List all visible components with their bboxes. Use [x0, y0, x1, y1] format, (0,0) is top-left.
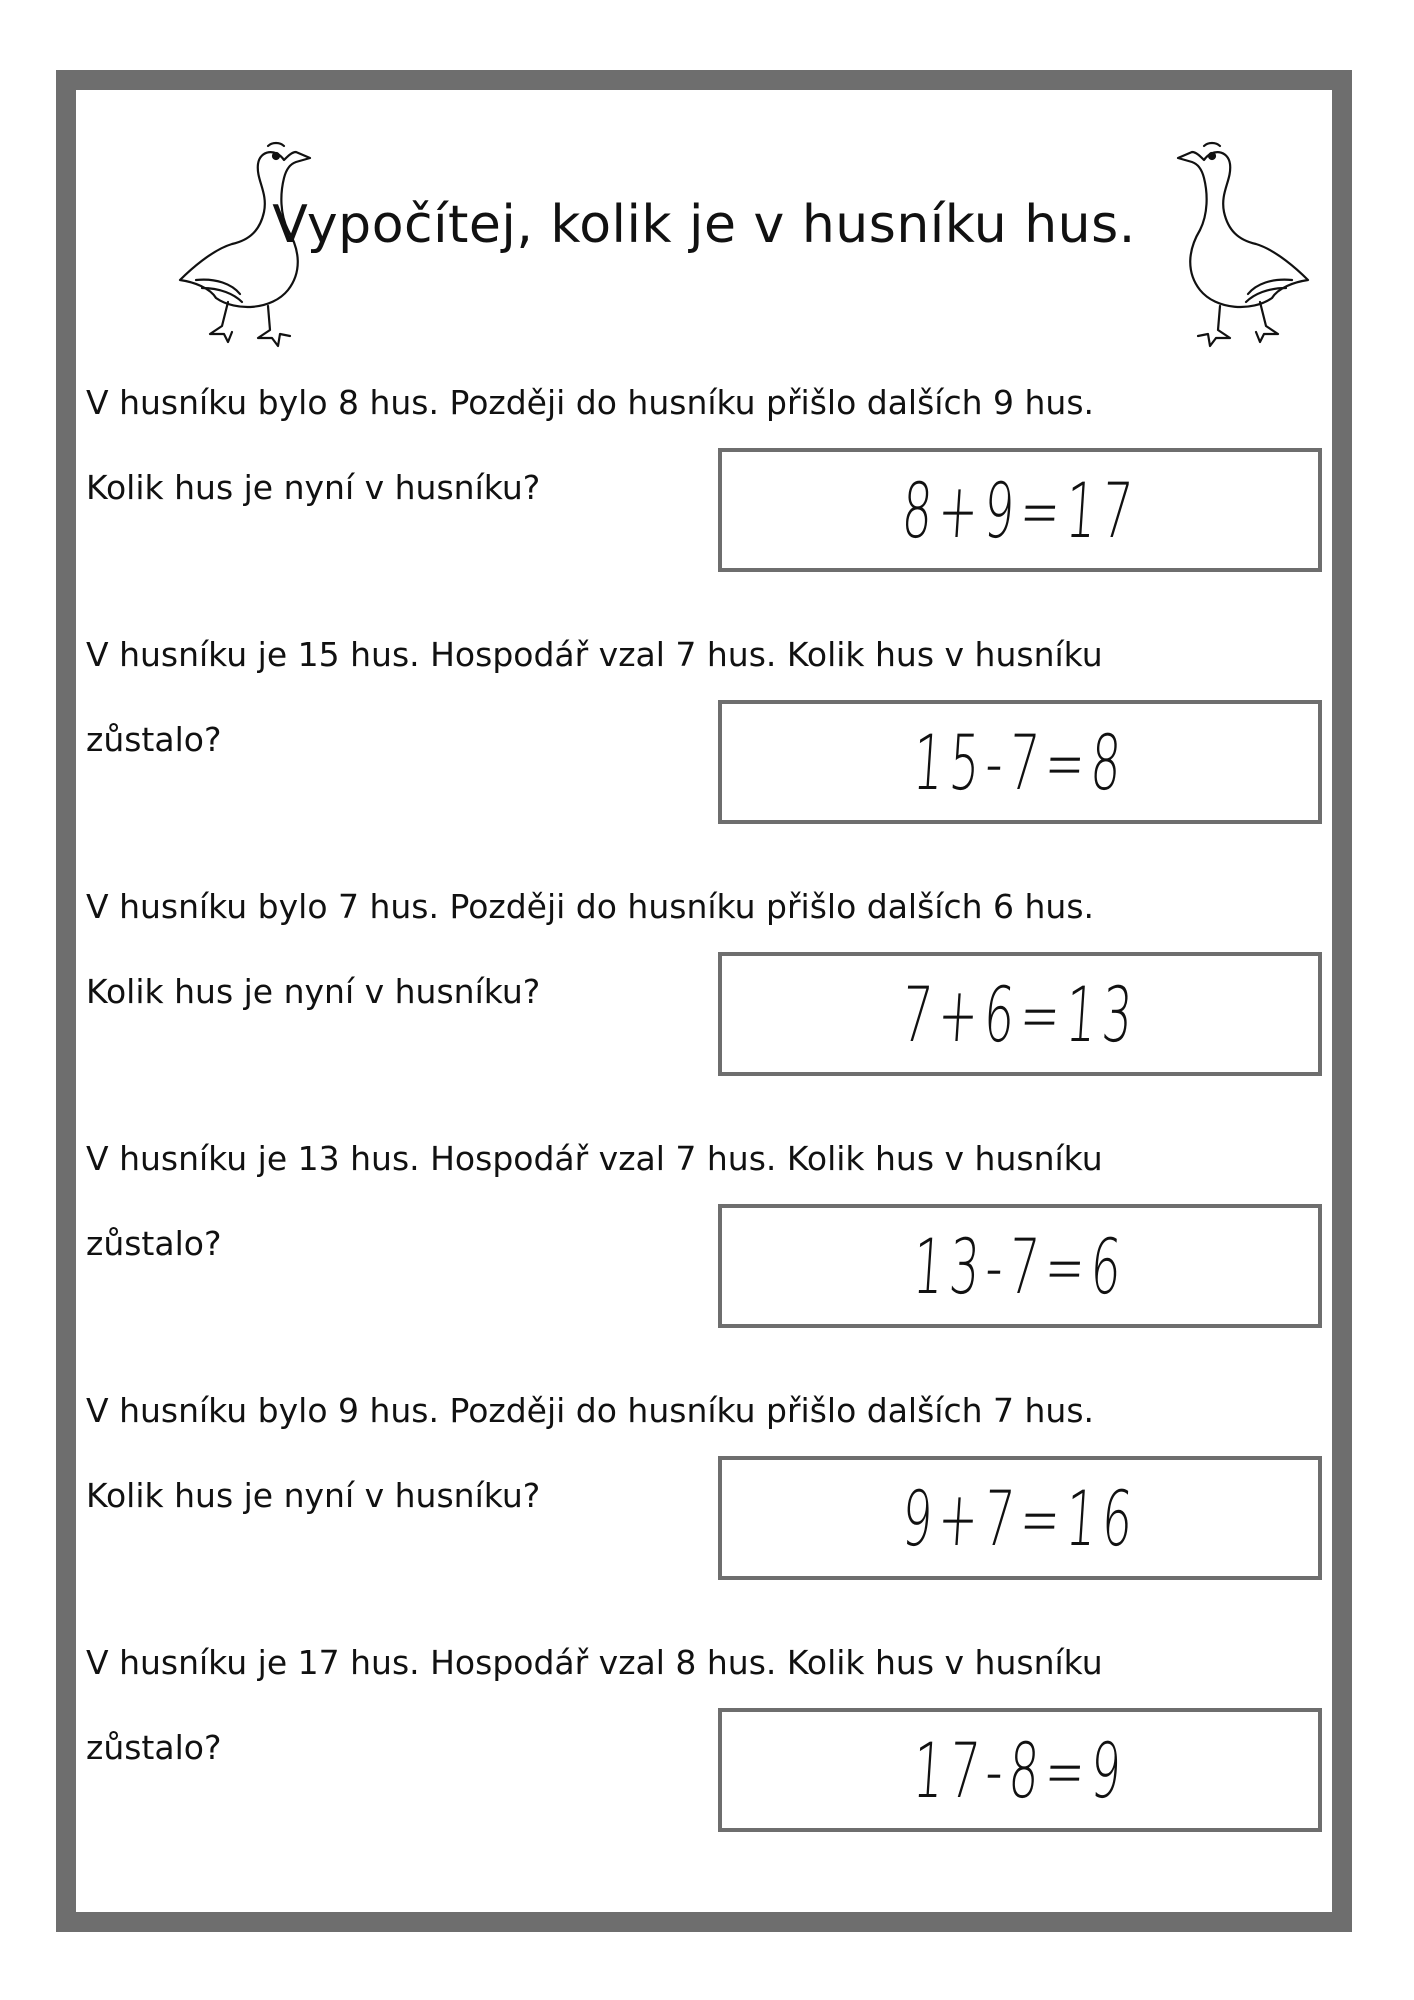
- task-6: [76, 1643, 1332, 1895]
- answer-equation: 8+9=17: [899, 465, 1141, 555]
- task-question-line1: V husníku je 13 hus. Hospodář vzal 7 hus. Kolik hus v husníku: [86, 1139, 1103, 1178]
- task-question-line2: zůstalo?: [86, 720, 222, 759]
- task-1: [76, 383, 1332, 635]
- answer-equation: 17-8=9: [910, 1725, 1130, 1815]
- task-question-line1: V husníku je 15 hus. Hospodář vzal 7 hus. Kolik hus v husníku: [86, 635, 1103, 674]
- task-3: [76, 887, 1332, 1139]
- answer-equation: 15-7=8: [910, 717, 1130, 807]
- answer-box[interactable]: [718, 1456, 1322, 1580]
- page-title: Vypočítej, kolik je v husníku hus.: [272, 195, 1136, 255]
- task-2: [76, 635, 1332, 887]
- task-question-line1: V husníku je 17 hus. Hospodář vzal 8 hus. Kolik hus v husníku: [86, 1643, 1103, 1682]
- answer-box[interactable]: [718, 1708, 1322, 1832]
- task-question-line1: V husníku bylo 7 hus. Později do husníku přišlo dalších 6 hus.: [86, 887, 1094, 926]
- answer-box[interactable]: [718, 952, 1322, 1076]
- answer-equation: 7+6=13: [899, 969, 1141, 1059]
- answer-box[interactable]: [718, 700, 1322, 824]
- task-4: [76, 1139, 1332, 1391]
- answer-equation: 13-7=6: [910, 1221, 1130, 1311]
- task-question-line1: V husníku bylo 9 hus. Později do husníku přišlo dalších 7 hus.: [86, 1391, 1094, 1430]
- answer-box[interactable]: [718, 448, 1322, 572]
- task-question-line2: zůstalo?: [86, 1728, 222, 1767]
- task-question-line2: Kolik hus je nyní v husníku?: [86, 468, 541, 507]
- answer-box[interactable]: [718, 1204, 1322, 1328]
- task-question-line2: zůstalo?: [86, 1224, 222, 1263]
- task-question-line2: Kolik hus je nyní v husníku?: [86, 972, 541, 1011]
- task-question-line2: Kolik hus je nyní v husníku?: [86, 1476, 541, 1515]
- answer-equation: 9+7=16: [899, 1473, 1141, 1563]
- task-question-line1: V husníku bylo 8 hus. Později do husníku přišlo dalších 9 hus.: [86, 383, 1094, 422]
- task-5: [76, 1391, 1332, 1643]
- worksheet-frame: [56, 70, 1352, 1932]
